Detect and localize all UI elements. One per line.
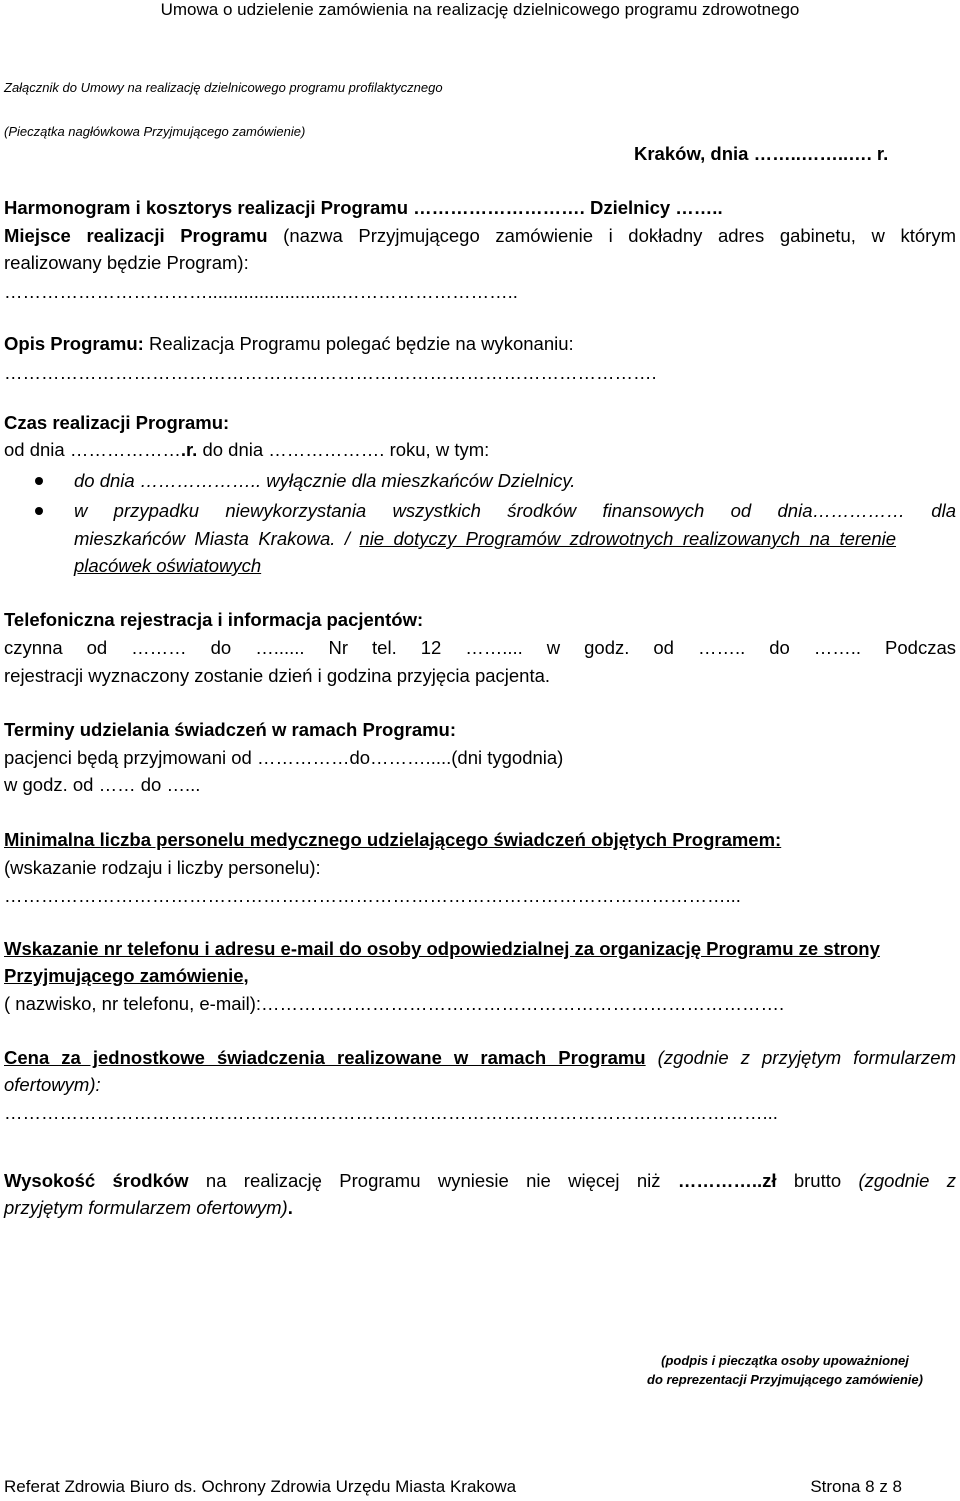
time-bullet-1: do dnia ……………….. wyłącznie dla mieszkańców Dzielnicy. bbox=[74, 470, 576, 491]
amount-line-2 bbox=[4, 1195, 293, 1221]
document-title: Harmonogram i kosztorys realizacji Programu ………………………. Dzielnicy …….. bbox=[4, 197, 723, 218]
price-line-1 bbox=[4, 1045, 956, 1071]
price-note: (zgodnie z przyjętym formularzem bbox=[645, 1047, 956, 1068]
amount-label: Wysokość środków bbox=[4, 1170, 189, 1191]
place-line-2: realizowany będzie Program): bbox=[4, 252, 249, 273]
contact-heading-1: Wskazanie nr telefonu i adresu e-mail do osoby odpowiedzialnej za organizację Programu ze strony bbox=[4, 938, 880, 959]
time-year-mark: .r. bbox=[180, 439, 198, 460]
bullet-2-icon bbox=[35, 507, 43, 515]
price-heading: Cena za jednostkowe świadczenia realizowane w ramach Programu bbox=[4, 1047, 646, 1068]
contact-line: ( nazwisko, nr telefonu, e-mail):…………………………………………………………………………. bbox=[4, 993, 785, 1014]
phone-line-1: czynna od ……… do …...... Nr tel. 12 …….... w godz. od …….. do …….. Podczas bbox=[4, 637, 956, 658]
staff-line: (wskazanie rodzaju i liczby personelu): bbox=[4, 857, 321, 878]
contact-heading-2: Przyjmującego zamówienie, bbox=[4, 965, 249, 986]
time-to: do dnia ………………. roku, w tym: bbox=[197, 439, 490, 460]
place-label: Miejsce realizacji Programu bbox=[4, 225, 268, 246]
time-bullet-2-line-2 bbox=[74, 526, 896, 552]
time-bullet-2-line-1: w przypadku niewykorzystania wszystkich środków finansowych od dnia…………… dla bbox=[74, 500, 956, 521]
amount-note-1: (zgodnie z bbox=[858, 1170, 957, 1191]
description-text: Realizacja Programu polegać będzie na wykonaniu: bbox=[143, 333, 574, 354]
time-heading: Czas realizacji Programu: bbox=[4, 412, 230, 433]
footer-page-number: Strona 8 z 8 bbox=[810, 1477, 902, 1496]
place-text-1: (nazwa Przyjmującego zamówienie i dokładny adres gabinetu, w którym bbox=[283, 225, 956, 246]
terms-line-1: pacjenci będą przyjmowani od ……………do……….....(dni tygodnia) bbox=[4, 747, 564, 768]
staff-fill: ………………………………………………………………………………………………………... bbox=[4, 885, 741, 906]
price-line-2: ofertowym): bbox=[4, 1074, 101, 1095]
time-from: od dnia ……………… bbox=[4, 439, 181, 460]
amount-brutto: brutto bbox=[776, 1170, 859, 1191]
terms-heading: Terminy udzielania świadczeń w ramach Programu: bbox=[4, 719, 457, 740]
bullet-2-separator: / bbox=[335, 528, 360, 549]
amount-note-2: przyjętym formularzem ofertowym) bbox=[4, 1197, 288, 1218]
amount-text: na realizację Programu wyniesie nie więcej niż bbox=[188, 1170, 678, 1191]
terms-line-2: w godz. od …… do …... bbox=[4, 774, 201, 795]
time-bullet-2-line-3: placówek oświatowych bbox=[74, 555, 262, 576]
description-line bbox=[4, 331, 574, 357]
staff-heading: Minimalna liczba personelu medycznego udzielającego świadczeń objętych Programem: bbox=[4, 829, 782, 850]
price-fill: ……………………………………………………………………………………………………………... bbox=[4, 1102, 778, 1123]
amount-value: …………..zł bbox=[677, 1170, 777, 1191]
stamp-note: (Pieczątka nagłówkowa Przyjmującego zamówienie) bbox=[4, 124, 306, 139]
signature-caption bbox=[630, 1351, 940, 1389]
running-header: Umowa o udzielenie zamówienia na realizację dzielnicowego programu zdrowotnego bbox=[160, 0, 800, 19]
annex-note: Załącznik do Umowy na realizację dzielnicowego programu profilaktycznego bbox=[4, 80, 443, 95]
place-date: Kraków, dnia ……..……..…. r. bbox=[634, 143, 889, 164]
signature-line-2: do reprezentacji Przyjmującego zamówienie) bbox=[647, 1372, 923, 1387]
time-line bbox=[4, 437, 489, 463]
signature-line-1: (podpis i pieczątka osoby upoważnionej bbox=[661, 1353, 909, 1368]
place-line-1 bbox=[4, 223, 956, 249]
amount-line-1 bbox=[4, 1168, 956, 1194]
description-label: Opis Programu: bbox=[4, 333, 144, 354]
phone-line-2: rejestracji wyznaczony zostanie dzień i godzina przyjęcia pacjenta. bbox=[4, 665, 551, 686]
description-fill: ……………………………………………………………………………………………. bbox=[4, 362, 657, 383]
bullet-2-exception: nie dotyczy Programów zdrowotnych realizowanych na terenie bbox=[359, 528, 897, 549]
bullet-1-icon bbox=[35, 477, 43, 485]
bullet-2-city: mieszkańców Miasta Krakowa. bbox=[74, 528, 336, 549]
amount-period: . bbox=[287, 1197, 293, 1218]
phone-heading: Telefoniczna rejestracja i informacja pacjentów: bbox=[4, 609, 424, 630]
footer-left: Referat Zdrowia Biuro ds. Ochrony Zdrowia Urzędu Miasta Krakowa bbox=[4, 1477, 517, 1496]
place-fill: ……………………………..........................……………………….. bbox=[4, 281, 518, 302]
